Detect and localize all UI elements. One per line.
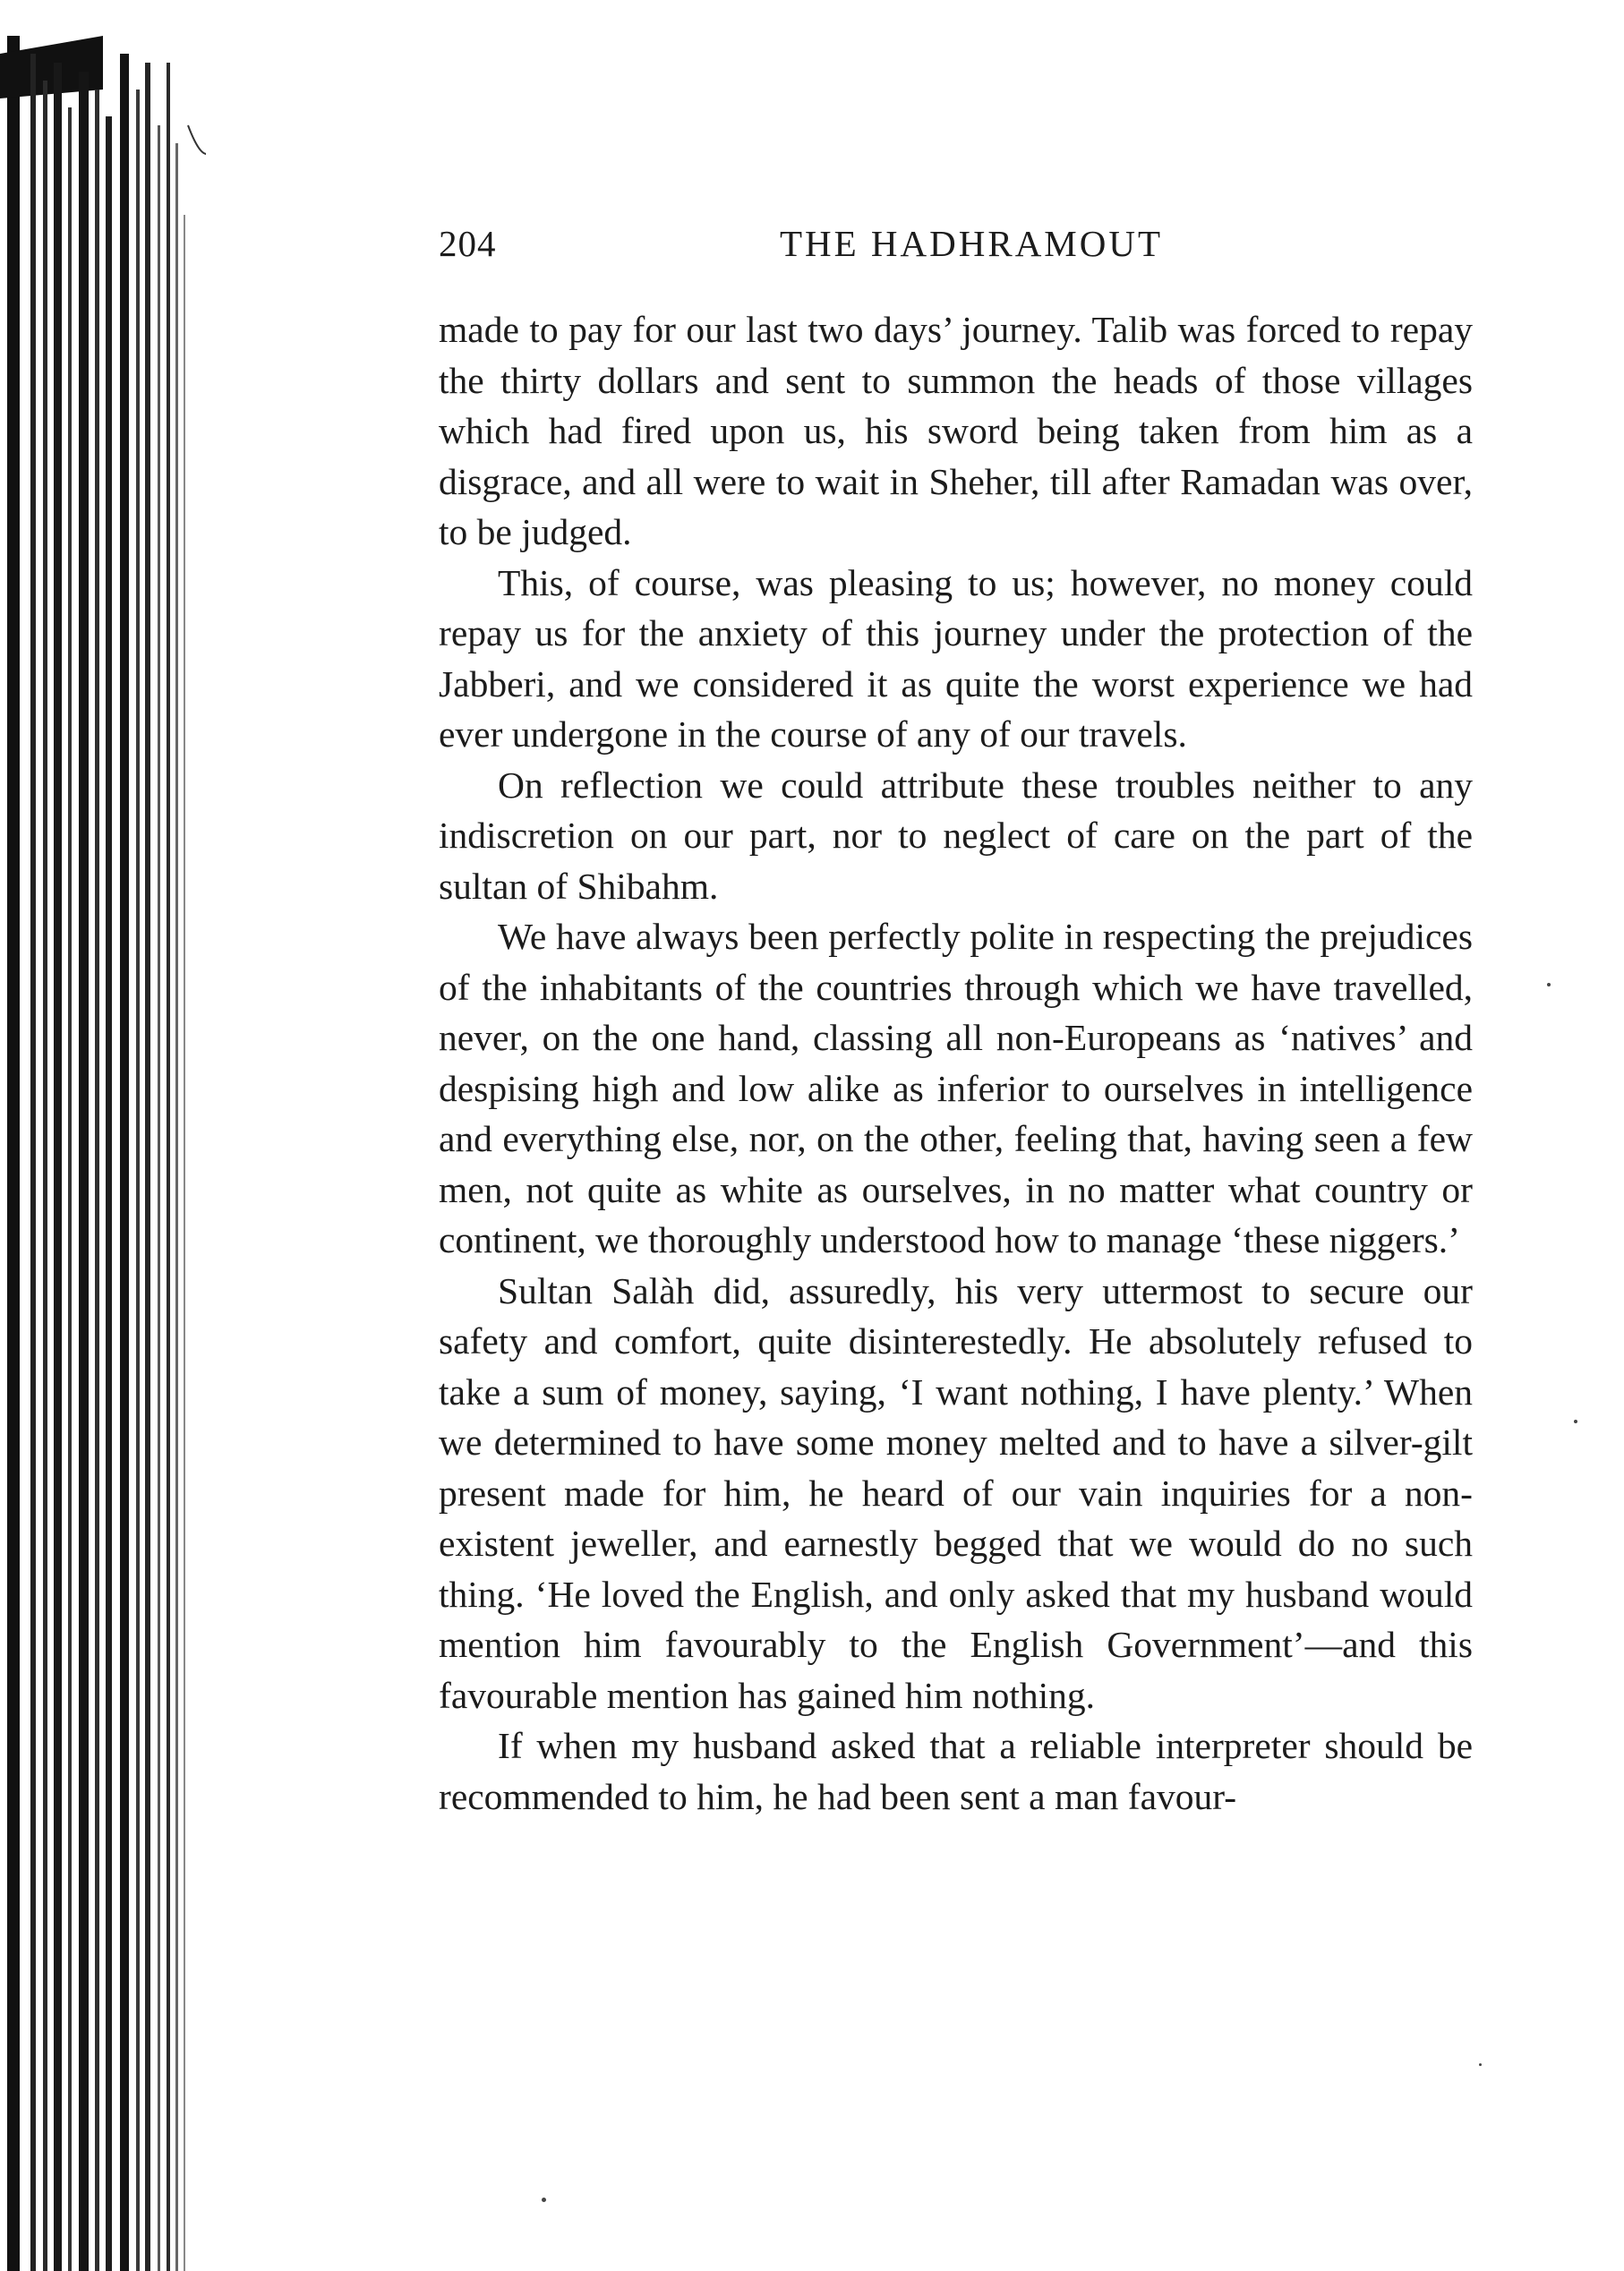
paragraph: made to pay for our last two days’ journey. Talib was forced to repay the thirty dollars and sent to summon the heads of those villages which had fired upon us, his sword being taken from him as a disgrace, and all were to wait in Sheher, till after Ramadan was over, to be judged. [439, 309, 1473, 552]
paragraph: We have always been perfectly polite in respecting the prejudices of the inhabitants of the countries through which we have travelled, never, on the one hand, classing all non-Europeans as ‘natives’ and despising high and low alike as inferior to ourselves in intelligence and everything else, nor, on the other, feeling that, having seen a few men, not quite as white as ourselves, in no matter what country or continent, we thoroughly understood how to manage ‘these niggers.’ [439, 916, 1473, 1260]
scan-speck [542, 2198, 546, 2202]
paragraph: This, of course, was pleasing to us; however, no money could repay us for the anxiety of this journey under the protection of the Jabberi, and we considered it as quite the worst experience we had ever undergone in the course of any of our travels. [439, 561, 1473, 755]
scan-speck [1574, 1420, 1577, 1423]
scan-speck [1547, 983, 1551, 986]
binding-gutter-shadow [0, 36, 206, 2271]
running-head: THE HADHRAMOUT [779, 223, 1164, 264]
paragraph: If when my husband asked that a reliable interpreter should be recommended to him, he had been sent a man favour- [439, 1725, 1473, 1817]
paragraph: On reflection we could attribute these troubles neither to any indiscretion on our part, nor to neglect of care on the part of the sultan of Shibahm. [439, 764, 1473, 907]
page-header [439, 222, 1473, 276]
scan-speck [1479, 2063, 1482, 2066]
paragraph: Sultan Salàh did, assuredly, his very uttermost to secure our safety and comfort, quite disinterestedly. He absolutely refused to take a sum of money, saying, ‘I want nothing, I have plenty.’ When we determined to have some money melted and to have a silver-gilt present made for him, he heard of our vain inquiries for a non-existent jeweller, and earnestly begged that we would do no such thing. ‘He loved the English, and only asked that my husband would mention him favourably to the English Government’—and this favourable mention has gained him nothing. [439, 1269, 1473, 1716]
page-number: 204 [439, 223, 497, 264]
body-text [439, 304, 1473, 1822]
